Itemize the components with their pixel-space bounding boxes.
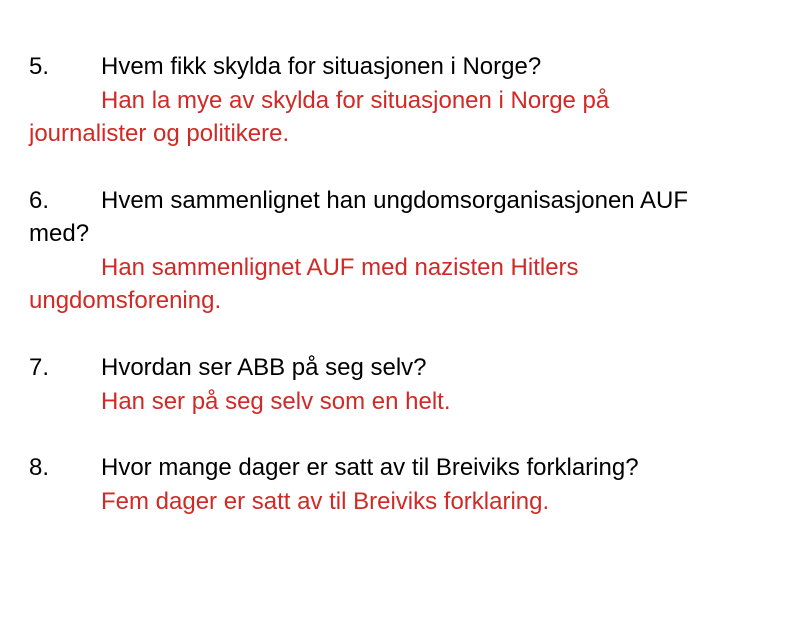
answer-text: Fem dager er satt av til Breiviks forklaring. — [101, 488, 550, 515]
question-text: Hvordan ser ABB på seg selv? — [101, 354, 427, 381]
answer-text: Han sammenlignet AUF med nazisten Hitlers — [101, 254, 579, 281]
question-number: 6. — [29, 187, 50, 214]
question-text-continued: med? — [29, 220, 90, 247]
question-text: Hvem fikk skylda for situasjonen i Norge? — [101, 53, 542, 80]
answer-text-continued: ungdomsforening. — [29, 287, 222, 314]
question-text: Hvem sammenlignet han ungdomsorganisasjonen AUF — [101, 187, 688, 214]
question-number: 5. — [29, 53, 50, 80]
question-number: 8. — [29, 454, 50, 481]
question-number: 7. — [29, 354, 50, 381]
question-text: Hvor mange dager er satt av til Breiviks forklaring? — [101, 454, 639, 481]
answer-text: Han ser på seg selv som en helt. — [101, 388, 451, 415]
answer-text: Han la mye av skylda for situasjonen i Norge på — [101, 87, 610, 114]
answer-text-continued: journalister og politikere. — [29, 120, 290, 147]
